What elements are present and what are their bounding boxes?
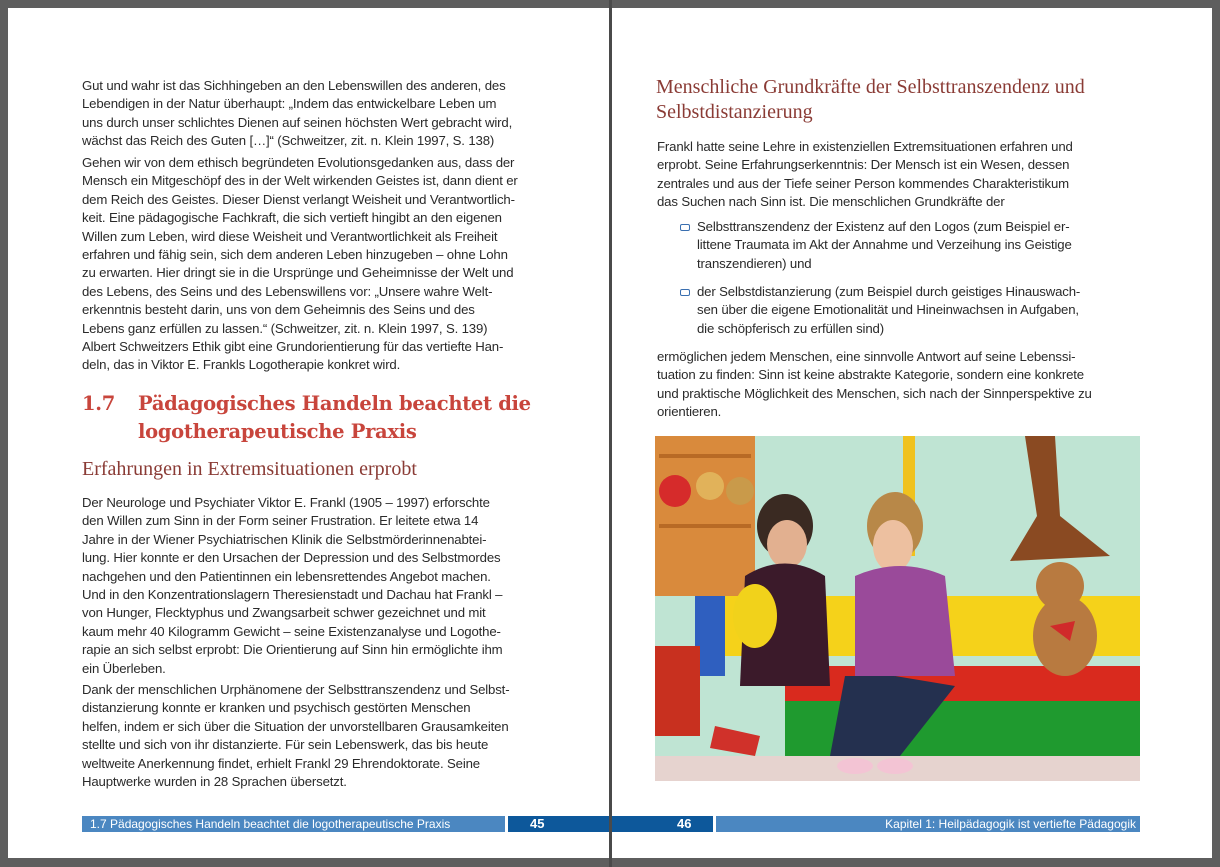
text-line: helfen, indem er sich über die Situation der unvorstellbaren Grausamkeiten (82, 718, 509, 734)
section-number: 1.7 (82, 392, 116, 415)
paragraph (82, 77, 512, 151)
right-page-number: 46 (612, 816, 713, 832)
text-line: Lebendigen in der Natur überhaupt: „Indem das entwickelbare Leben um (82, 96, 497, 112)
left-page-number: 45 (508, 816, 609, 832)
text-line: stellte und sich von ihr distanzierte. Für sein Lebenswerk, das bis heute (82, 737, 489, 753)
text-line: zu erwarten. Hier dringt sie in die Ursprünge und Geheimnisse der Welt und (82, 265, 514, 281)
bullet-icon (680, 289, 690, 296)
text-line: Willen zum Leben, wird diese Weisheit und Verantwortlichkeit als Freiheit (82, 228, 498, 244)
paragraph (82, 154, 518, 375)
text-line: Lebens ganz erfüllen zu lassen.“ (Schweitzer, zit. n. Klein 1997, S. 139) (82, 320, 488, 336)
right-heading-line-1: Menschliche Grundkräfte der Selbsttranszendenz und (656, 76, 1085, 98)
text-line: Der Neurologe und Psychiater Viktor E. Frankl (1905 – 1997) erforschte (82, 495, 490, 510)
text-line: deln, das in Viktor E. Frankls Logotherapie konkret wird. (82, 357, 401, 373)
right-running-footer: Kapitel 1: Heilpädagogik ist vertiefte Pädagogik (716, 816, 1140, 832)
text-line: Selbsttranszendenz der Existenz auf den Logos (zum Beispiel er- (697, 219, 1070, 234)
page-spine-divider (609, 0, 612, 867)
text-line: ermöglichen jedem Menschen, eine sinnvolle Antwort auf seine Lebenssi- (657, 349, 1076, 364)
text-line: littene Traumata im Akt der Annahme und Verzeihung ins Geistige (697, 237, 1072, 253)
subheading: Erfahrungen in Extremsituationen erprobt (82, 458, 417, 480)
text-line: das Suchen nach Sinn ist. Die menschlichen Grundkräfte der (657, 194, 1005, 210)
text-line: lung. Hier konnte er den Ursachen der Depression und des Selbstmordes (82, 550, 501, 566)
paragraph (657, 138, 1073, 212)
text-line: dem Reich des Geistes. Dieser Dienst verlangt Weisheit und Verantwortlich- (82, 191, 515, 207)
paragraph (82, 681, 509, 791)
text-line: keit. Eine pädagogische Fachkraft, die sich vertieft hingibt an den eigenen (82, 210, 502, 226)
text-line: distanzierung konnte er kranken und psychisch gestörten Menschen (82, 700, 471, 716)
text-line: des Lebens, des Seins und des Lebenswillens vor: „Unsere wahre Welt- (82, 283, 493, 299)
text-line: sen über die eigene Emotionalität und Hineinwachsen in Aufgaben, (697, 302, 1079, 318)
text-line: orientieren. (657, 404, 722, 420)
text-line: Albert Schweitzers Ethik gibt eine Grundorientierung für das vertiefte Han- (82, 338, 504, 354)
paragraph (82, 494, 503, 678)
text-line: Gehen wir von dem ethisch begründeten Evolutionsgedanken aus, dass der (82, 155, 515, 170)
text-line: der Selbstdistanzierung (zum Beispiel durch geistiges Hinauswach- (697, 284, 1081, 299)
text-line: Frankl hatte seine Lehre in existenziellen Extremsituationen erfahren und (657, 139, 1073, 154)
text-line: uns durch unser schlichtes Dienen auf seinen höchsten Wert gebracht wird, (82, 114, 513, 130)
text-line: die schöpferisch zu erfüllen sind) (697, 320, 884, 336)
text-line: erprobt. Seine Erfahrungserkenntnis: Der Mensch ist ein Wesen, dessen (657, 157, 1070, 173)
paragraph (657, 348, 1092, 422)
bullet-item (697, 283, 1080, 338)
bullet-icon (680, 224, 690, 231)
text-line: zentrales und aus der Tiefe seiner Person kommendes Charakteristikum (657, 175, 1069, 191)
text-line: wächst das Reich des Guten […]“ (Schweitzer, zit. n. Klein 1997, S. 138) (82, 133, 495, 149)
section-title-line-1: Pädagogisches Handeln beachtet die (138, 392, 531, 415)
right-heading-line-2: Selbstdistanzierung (656, 101, 813, 123)
text-line: erkenntnis besteht darin, uns von dem Geheimnis des Seins und des (82, 302, 475, 318)
text-line: Dank der menschlichen Urphänomene der Selbsttranszendenz und Selbst- (82, 682, 510, 697)
text-line: rapie an sich selbst erprobt: Die Orientierung auf Sinn hin ermöglichte ihm (82, 642, 503, 658)
text-line: Und in den Konzentrationslagern Theresienstadt und Dachau hat Frankl – (82, 586, 503, 602)
text-line: kaum mehr 40 Kilogramm Gewicht – seine Existenzanalyse und Logothe- (82, 623, 501, 639)
text-line: den Willen zum Sinn in der Form seiner Frustration. Er leitete etwa 14 (82, 513, 479, 529)
bullet-item (697, 218, 1072, 273)
text-line: ein Überleben. (82, 660, 166, 676)
text-line: transzendieren) und (697, 255, 812, 271)
text-line: tuation zu finden: Sinn ist keine abstrakte Kategorie, sondern eine konkrete (657, 367, 1084, 383)
text-line: weltweite Anerkennung findet, erhielt Frankl 29 Ehrendoktorate. Seine (82, 755, 480, 771)
text-line: nachgehen und den Patientinnen ein lebensrettendes Angebot machen. (82, 568, 491, 584)
text-line: Jahre in der Wiener Psychiatrischen Klinik die Selbstmörderinnenabtei- (82, 531, 487, 547)
text-line: von Hunger, Flecktyphus und Zwangsarbeit schwer gezeichnet und mit (82, 605, 486, 621)
photo-children-playing (655, 436, 1140, 781)
text-line: Mensch ein Mitgeschöpf des in der Welt wirkenden Geistes ist, dann dient er (82, 173, 518, 189)
left-running-footer: 1.7 Pädagogisches Handeln beachtet die logotherapeutische Praxis (82, 816, 505, 832)
section-title-line-2: logotherapeutische Praxis (138, 420, 417, 443)
text-line: erfahren und fähig sein, sich dem anderen Leben hinzugeben – ohne Lohn (82, 246, 508, 262)
text-line: Hauptwerke wurden in 28 Sprachen übersetzt. (82, 773, 347, 789)
text-line: und praktische Möglichkeit des Menschen, sich nach der Sinnperspektive zu (657, 385, 1092, 401)
text-line: Gut und wahr ist das Sichhingeben an den Lebenswillen des anderen, des (82, 78, 506, 93)
